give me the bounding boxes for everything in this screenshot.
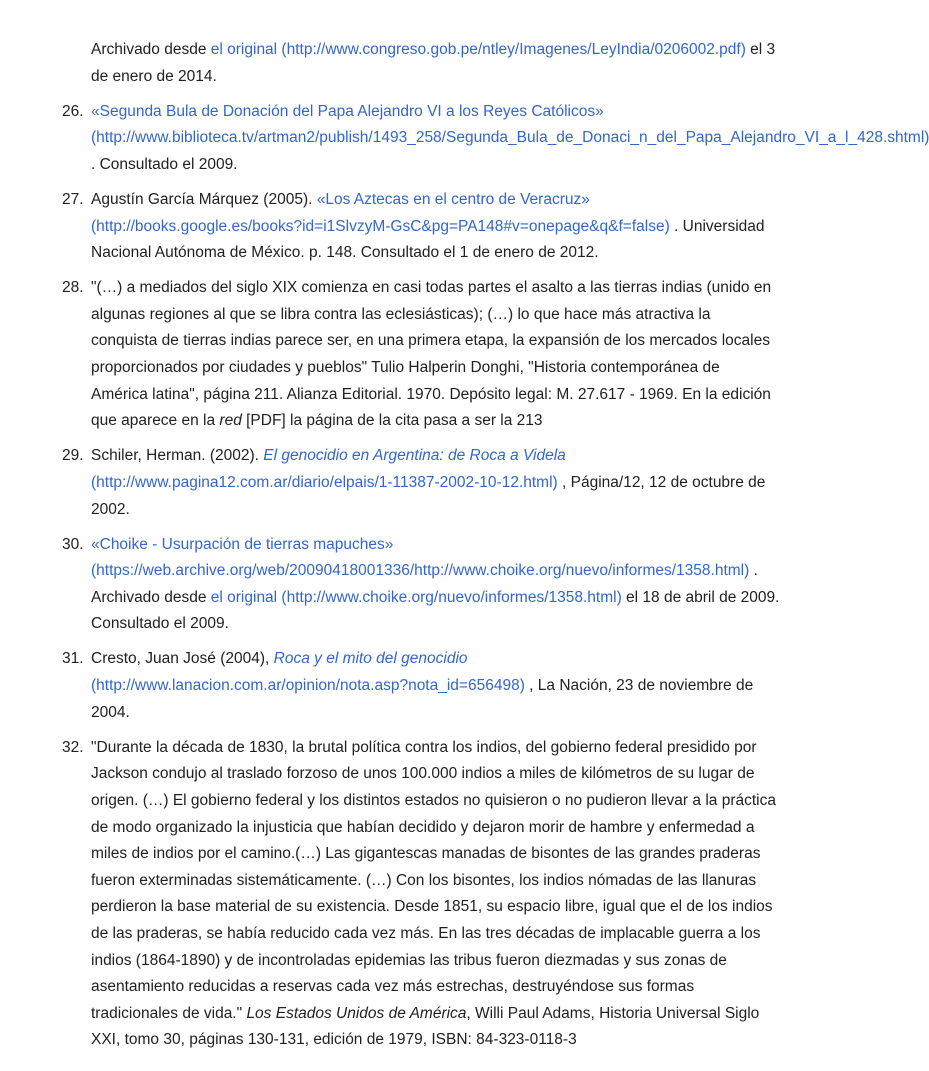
external-link[interactable]: el original (http://www.congreso.gob.pe/ntley/Imagenes/LeyIndia/0206002.pdf) <box>210 41 746 58</box>
italic-title: red <box>219 412 242 430</box>
reference-text-segment: , La Nación, 23 de noviembre de 2004. <box>91 677 754 721</box>
external-link[interactable]: «Choike - Usurpación de tierras mapuches» (https://web.archive.org/web/20090418001336/http://www.choike.org/nuevo/informes/1358.html) <box>91 535 750 580</box>
reference-text-segment: el 3 de enero de 2014. <box>91 41 776 85</box>
external-link[interactable]: (http://www.pagina12.com.ar/diario/elpais/1-11387-2002-10-12.html) <box>91 473 558 491</box>
reference-text <box>91 275 780 435</box>
reference-text-segment: Cresto, Juan José (2004), <box>91 650 274 668</box>
reference-number: 29. <box>62 447 84 465</box>
reference-text <box>91 443 780 523</box>
reference-item <box>62 443 780 523</box>
reference-item <box>62 37 780 90</box>
reference-text-segment: "(…) a mediados del siglo XIX comienza en casi todas partes el asalto a las tierras indias (unido en algunas regiones al que se libra contra las eclesiásticas); (…) lo que hace más atractiva la conquista de tierras indias parece ser, en una primera etapa, la expansión de los mercados locales proporcionados por ciudades y pueblos" Tulio Halperin Donghi, "Historia contemporánea de América latina", página 211. Alianza Editorial. 1970. Depósito legal: M. 27.617 - 1969. En la edición que aparece en la <box>91 279 772 430</box>
external-link[interactable]: El genocidio en Argentina: de Roca a Videla <box>263 447 566 465</box>
external-link[interactable]: «Segunda Bula de Donación del Papa Alejandro VI a los Reyes Católicos» (http://www.biblioteca.tv/artman2/publish/1493_258/Segunda_Bula_de_Donaci_n_del_Papa_Alejandro_VI_a_l_428.shtml) <box>91 102 929 147</box>
reference-text-segment: Schiler, Herman. (2002). <box>91 447 264 465</box>
reference-number <box>62 37 91 90</box>
reference-text-segment: , Página/12, 12 de octubre de 2002. <box>91 473 766 518</box>
reference-text <box>91 37 780 90</box>
reference-text-segment: Agustín García Márquez (2005). <box>91 190 317 208</box>
reference-item <box>62 99 929 179</box>
external-link[interactable]: el original (http://www.choike.org/nuevo/informes/1358.html) <box>210 588 622 606</box>
external-link[interactable]: «Los Aztecas en el centro de Veracruz» (http://books.google.es/books?id=i1SlvzyM-GsC&pg=PA148#v=onepage&q&f=false) <box>91 190 670 235</box>
reference-text <box>91 187 780 267</box>
reference-number: 32. <box>62 738 84 756</box>
external-link[interactable]: (http://www.lanacion.com.ar/opinion/nota.asp?nota_id=656498) <box>91 677 525 695</box>
reference-text-segment: . Archivado desde <box>91 562 758 606</box>
reference-text <box>91 735 780 1054</box>
reference-item <box>62 275 780 435</box>
reference-number: 31. <box>62 650 84 668</box>
reference-text <box>91 99 929 179</box>
reference-number: 28. <box>62 279 84 297</box>
reference-number: 26. <box>62 102 84 120</box>
reference-number: 27. <box>62 190 84 208</box>
reference-item <box>62 187 780 267</box>
reference-item <box>62 532 780 638</box>
reference-text-segment: . Universidad Nacional Autónoma de México. p. 148. Consultado el 1 de enero de 2012. <box>91 217 765 262</box>
reference-text-segment: [PDF] la página de la cita pasa a ser la 213 <box>241 412 543 430</box>
reference-text <box>91 532 780 638</box>
reference-text <box>91 646 780 726</box>
reference-item <box>62 735 780 1054</box>
reference-text-segment: . Consultado el 2009. <box>91 155 238 173</box>
reference-text-segment: , Willi Paul Adams, Historia Universal Siglo XXI, tomo 30, páginas 130-131, edición de 1979, ISBN: 84-323-0118-3 <box>91 1004 760 1049</box>
reference-item <box>62 646 780 726</box>
italic-title: Los Estados Unidos de América <box>246 1004 467 1022</box>
reference-text-segment: "Durante la década de 1830, la brutal política contra los indios, del gobierno federal presidido por Jackson condujo al traslado forzoso de unos 100.000 indios a miles de kilómetros de su lugar de origen. (…) El gobierno federal y los distintos estados no quisieron o no pudieron llevar a la práctica de modo organizado la injusticia que habían decidido y dejaron morir de hambre y enfermedad a miles de indios por el camino.(…) Las gigantescas manadas de bisontes de las grandes praderas fueron exterminadas sistemáticamente. (…) Con los bisontes, los indios nómadas de las llanuras perdieron la base material de su existencia. Desde 1851, su espacio libre, igual que el de los indios de las praderas, se había reducido cada vez más. En las tres décadas de implacable guerra a los indios (1864-1890) y de incontroladas epidemias las tribus fueron diezmadas y sus zonas de asentamiento reducidas a reservas cada vez más estrechas, destruyéndose sus formas tradicionales de vida." <box>91 738 776 1022</box>
reference-text-segment: Archivado desde <box>91 41 211 58</box>
reference-number: 30. <box>62 535 84 553</box>
external-link[interactable]: Roca y el mito del genocidio <box>273 650 468 668</box>
reference-text-segment: el 18 de abril de 2009. Consultado el 2009. <box>91 588 780 633</box>
